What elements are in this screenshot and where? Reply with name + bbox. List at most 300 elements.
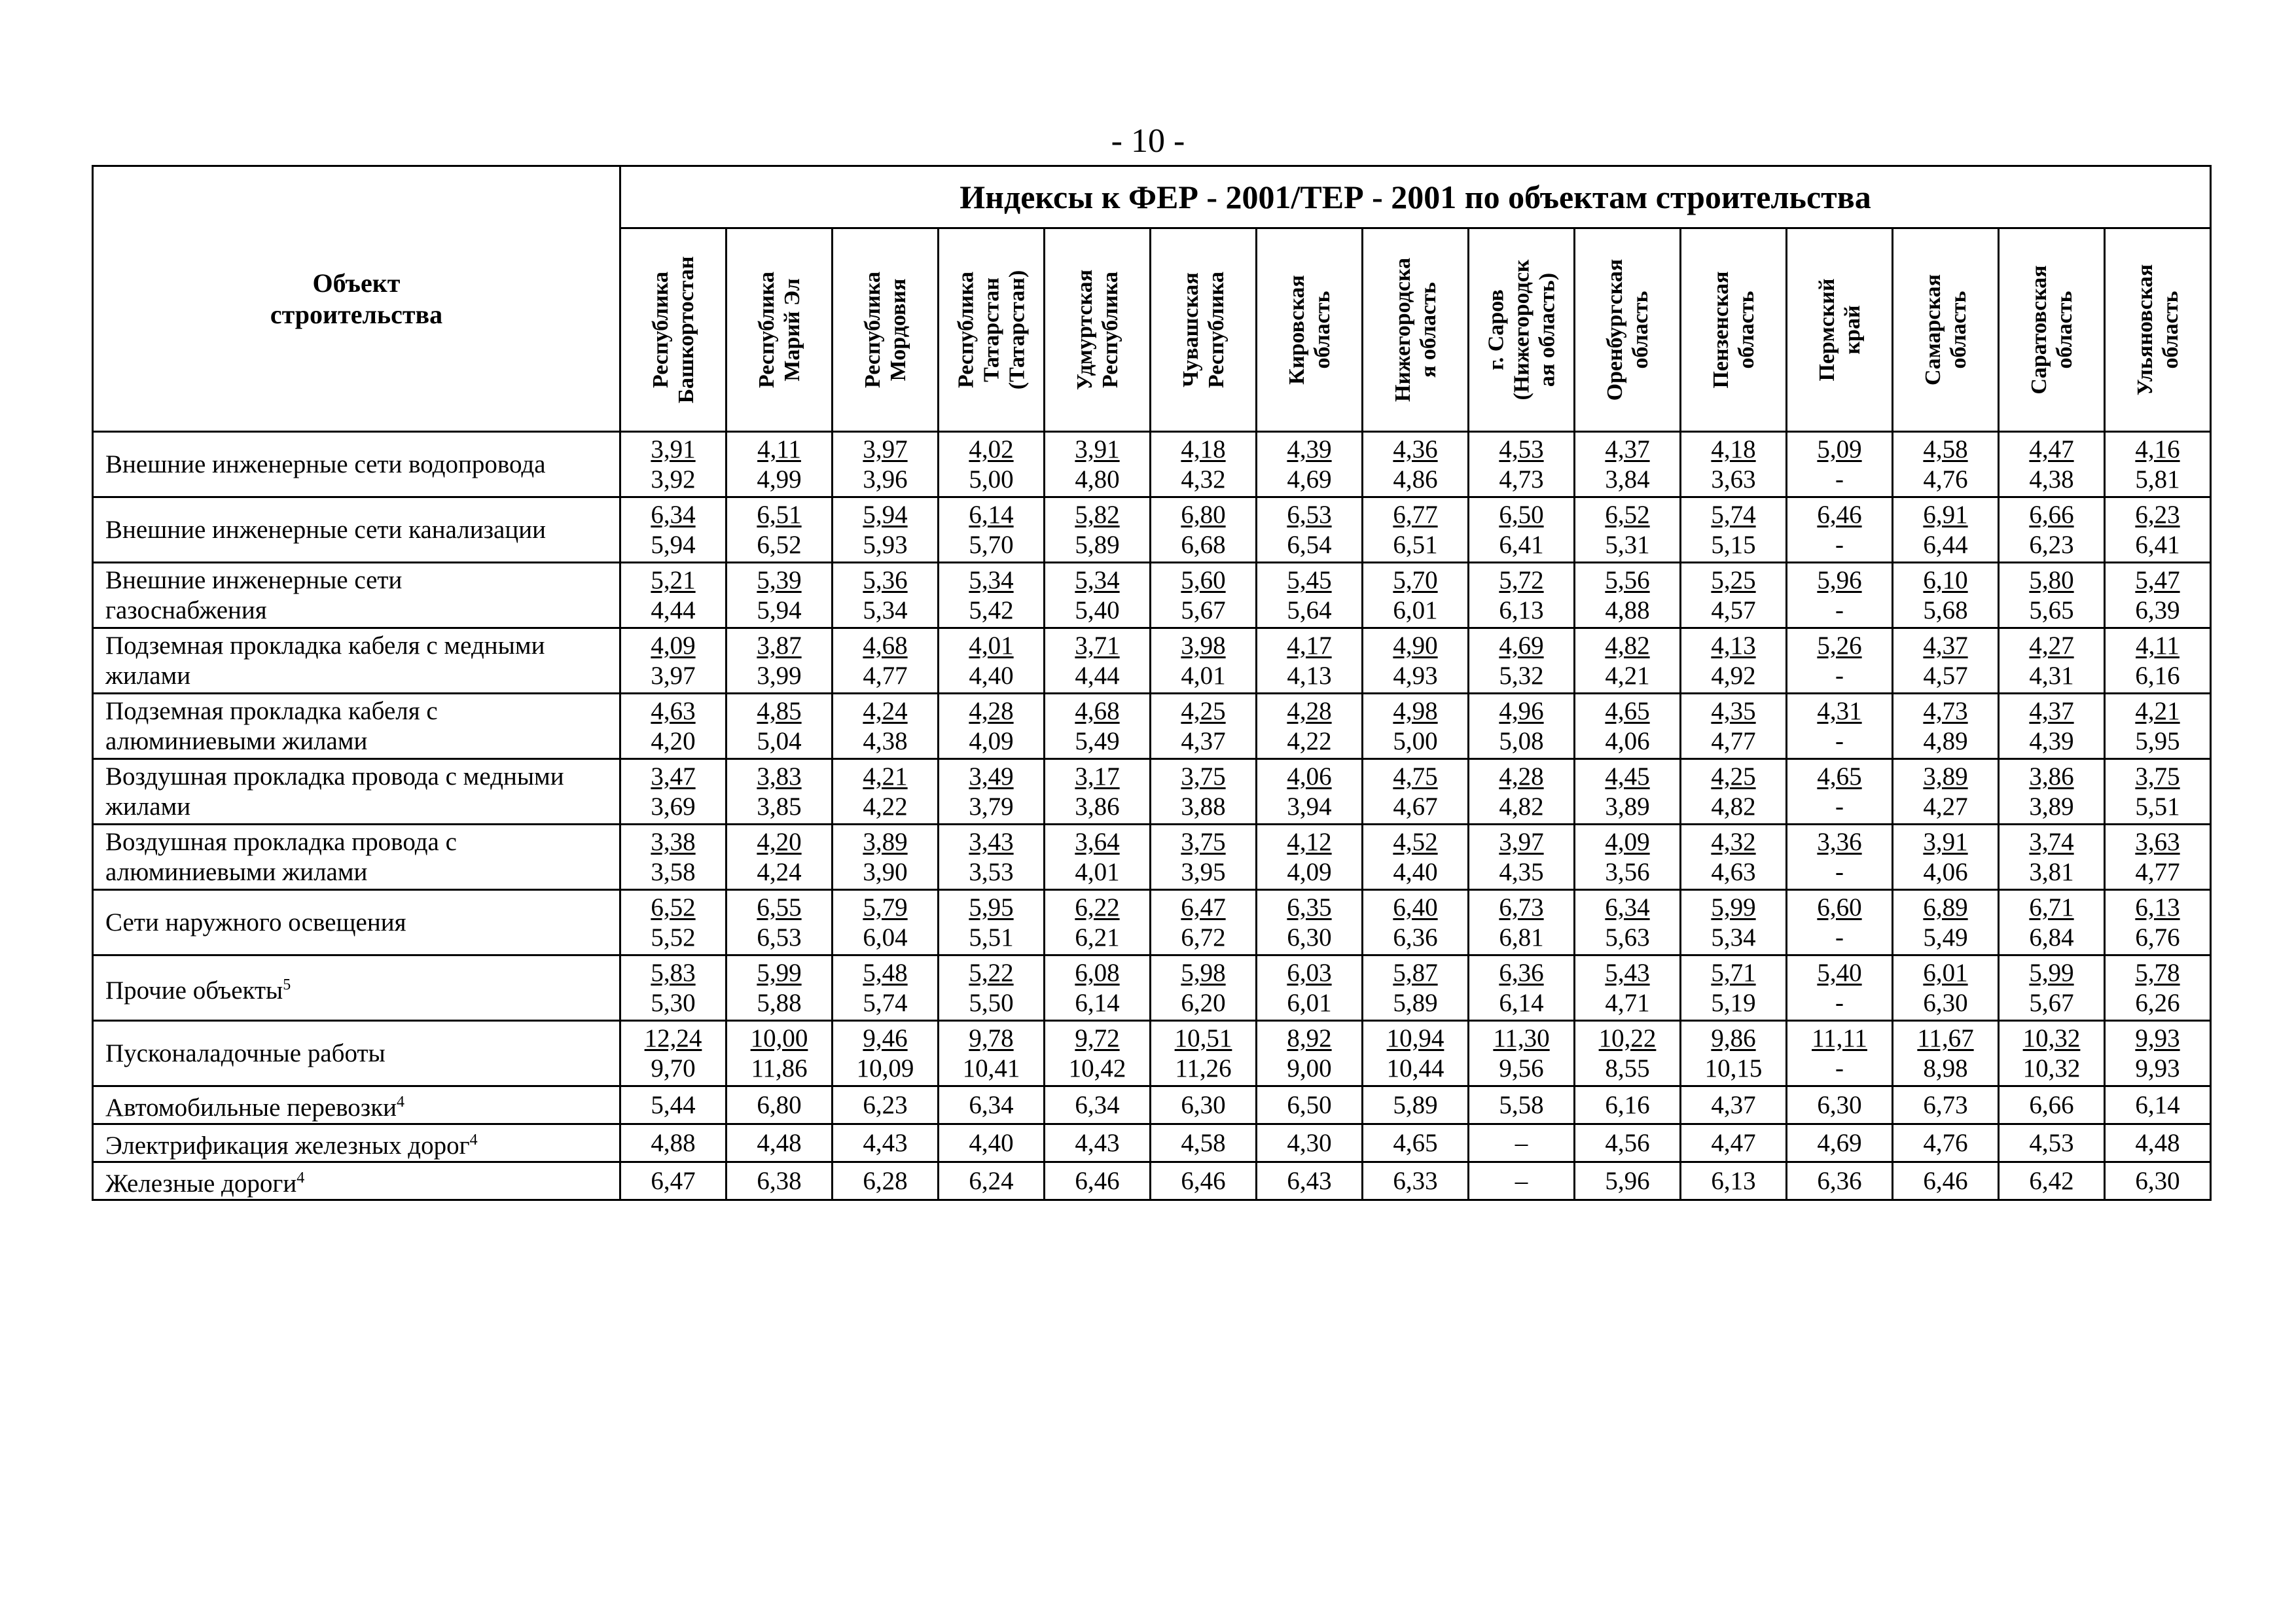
index-value-ter: 4,57	[1711, 596, 1756, 624]
index-value-fer: 9,72	[1075, 1024, 1120, 1052]
value-cell	[726, 1124, 833, 1162]
index-value-ter: 11,26	[1175, 1054, 1232, 1082]
index-value-ter: 5,89	[1075, 530, 1120, 559]
table-row	[93, 694, 2211, 759]
table-row	[93, 1086, 2211, 1124]
index-value-ter: 4,06	[1605, 726, 1650, 755]
index-value-ter: 4,37	[1181, 726, 1226, 755]
index-value-ter: 5,94	[651, 530, 696, 559]
object-name: Воздушная прокладка провода с алюминиевыми жилами	[105, 827, 457, 886]
value-cell	[1681, 955, 1787, 1021]
index-value-fer: 4,31	[1817, 696, 1862, 725]
index-value-ter: 10,15	[1704, 1054, 1763, 1082]
value-cell	[833, 628, 939, 694]
value-cell	[1045, 759, 1151, 825]
region-header	[1045, 228, 1151, 432]
index-value-fer: 4,96	[1499, 696, 1544, 725]
index-value-fer: 4,65	[1817, 762, 1862, 791]
index-value-fer: 4,17	[1287, 631, 1332, 660]
index-value-ter: 3,97	[651, 661, 696, 690]
value-cell	[1787, 955, 1893, 1021]
index-value-fer: 6,23	[2135, 500, 2180, 529]
index-value-ter: 6,53	[757, 923, 802, 952]
value-cell	[939, 955, 1045, 1021]
index-value-ter: 3,79	[969, 792, 1014, 821]
index-value-ter: 4,09	[969, 726, 1014, 755]
index-value-fer: 3,49	[969, 762, 1014, 791]
value-cell	[1999, 1162, 2105, 1200]
index-value-ter: -	[1835, 988, 1844, 1017]
object-name-cell	[93, 1124, 620, 1162]
value-cell	[1681, 1162, 1787, 1200]
object-name: Автомобильные перевозки	[105, 1094, 397, 1122]
index-value: 6,42	[2029, 1166, 2074, 1195]
index-value-ter: 6,84	[2029, 923, 2074, 952]
index-value-fer: 4,47	[2029, 435, 2074, 463]
value-cell	[1151, 1021, 1257, 1086]
value-cell	[1999, 955, 2105, 1021]
index-value: 6,43	[1287, 1166, 1332, 1195]
index-value-ter: 6,72	[1181, 923, 1226, 952]
index-value-fer: 4,75	[1393, 762, 1438, 791]
value-cell	[939, 563, 1045, 628]
index-value-fer: 6,34	[1605, 893, 1650, 921]
index-value: 6,33	[1393, 1166, 1438, 1195]
value-cell	[620, 1086, 726, 1124]
indices-table	[92, 165, 2212, 1201]
value-cell	[1469, 628, 1575, 694]
index-value: 4,88	[651, 1128, 696, 1157]
index-value-fer: 5,82	[1075, 500, 1120, 529]
index-value-ter: 4,89	[1923, 726, 1968, 755]
value-cell	[1893, 955, 1999, 1021]
index-value-ter: 4,67	[1393, 792, 1438, 821]
index-value: 4,58	[1181, 1128, 1226, 1157]
footnote-marker: 4	[397, 1094, 405, 1111]
index-value-fer: 5,87	[1393, 958, 1438, 987]
index-value-ter: 4,73	[1499, 465, 1544, 493]
index-value-ter: 10,32	[2022, 1054, 2081, 1082]
index-value-ter: 6,52	[757, 530, 802, 559]
value-cell	[939, 1162, 1045, 1200]
index-value-ter: 5,95	[2135, 726, 2180, 755]
value-cell	[1045, 432, 1151, 497]
value-cell	[1575, 628, 1681, 694]
index-value-ter: 9,93	[2135, 1054, 2180, 1082]
index-value-ter: 4,22	[1287, 726, 1332, 755]
index-value-fer: 8,92	[1287, 1024, 1332, 1052]
value-cell	[1363, 955, 1469, 1021]
index-value-ter: -	[1835, 530, 1844, 559]
value-cell	[726, 563, 833, 628]
table-row	[93, 825, 2211, 890]
index-value-ter: 5,49	[1075, 726, 1120, 755]
value-cell	[1999, 497, 2105, 563]
index-value-fer: 4,85	[757, 696, 802, 725]
region-label: Республика Башкортостан	[648, 256, 698, 404]
value-cell	[1787, 1162, 1893, 1200]
index-value-ter: 5,19	[1711, 988, 1756, 1017]
index-value-ter: 3,94	[1287, 792, 1332, 821]
value-cell	[726, 628, 833, 694]
value-cell	[1787, 694, 1893, 759]
index-value-fer: 4,11	[2136, 631, 2179, 660]
index-value: 4,56	[1605, 1128, 1650, 1157]
region-header	[1787, 228, 1893, 432]
value-cell	[1787, 890, 1893, 955]
index-value-fer: 4,12	[1287, 827, 1332, 856]
value-cell	[1363, 694, 1469, 759]
index-value-ter: 4,63	[1711, 857, 1756, 886]
value-cell	[1787, 1124, 1893, 1162]
object-name: Сети наружного освещения	[105, 908, 406, 936]
index-value-fer: 3,71	[1075, 631, 1120, 660]
index-value-fer: 10,51	[1174, 1024, 1232, 1052]
index-value-fer: 4,68	[863, 631, 908, 660]
value-cell	[1045, 955, 1151, 1021]
index-value-ter: -	[1835, 792, 1844, 821]
index-value-fer: 4,45	[1605, 762, 1650, 791]
index-value-ter: 5,74	[863, 988, 908, 1017]
value-cell	[1469, 1162, 1575, 1200]
index-value: 5,89	[1393, 1090, 1438, 1119]
region-header	[939, 228, 1045, 432]
index-value-fer: 10,22	[1598, 1024, 1657, 1052]
table-row	[93, 759, 2211, 825]
region-label: Нижегородска я область	[1390, 257, 1441, 402]
value-cell	[2105, 432, 2211, 497]
value-cell	[620, 1021, 726, 1086]
index-value-fer: 3,91	[1075, 435, 1120, 463]
index-value-ter: 3,95	[1181, 857, 1226, 886]
value-cell	[620, 955, 726, 1021]
value-cell	[2105, 890, 2211, 955]
value-cell	[833, 1124, 939, 1162]
value-cell	[726, 1162, 833, 1200]
index-value-ter: 6,36	[1393, 923, 1438, 952]
index-value-ter: -	[1835, 1054, 1844, 1082]
table-row	[93, 432, 2211, 497]
index-value-ter: 4,21	[1605, 661, 1650, 690]
region-header	[726, 228, 833, 432]
index-value-ter: 5,15	[1711, 530, 1756, 559]
table-row	[93, 563, 2211, 628]
index-value: 5,58	[1499, 1090, 1544, 1119]
value-cell	[1363, 890, 1469, 955]
index-value-fer: 6,73	[1499, 893, 1544, 921]
index-value: 6,38	[757, 1166, 802, 1195]
index-value-ter: 4,27	[1923, 792, 1968, 821]
index-value-ter: 4,77	[863, 661, 908, 690]
index-value-fer: 6,01	[1923, 958, 1968, 987]
index-value-ter: 4,76	[1923, 465, 1968, 493]
index-value-ter: 9,56	[1499, 1054, 1544, 1082]
index-value-fer: 4,28	[1287, 696, 1332, 725]
index-value-fer: 10,32	[2022, 1024, 2081, 1052]
index-value-ter: 5,89	[1393, 988, 1438, 1017]
index-value-ter: 3,96	[863, 465, 908, 493]
index-value-ter: 4,88	[1605, 596, 1650, 624]
index-value: 6,46	[1923, 1166, 1968, 1195]
index-value-fer: 3,87	[757, 631, 802, 660]
value-cell	[2105, 1124, 2211, 1162]
value-cell	[1575, 955, 1681, 1021]
index-value-ter: 6,39	[2135, 596, 2180, 624]
index-value-ter: 6,76	[2135, 923, 2180, 952]
value-cell	[1257, 890, 1363, 955]
value-cell	[1681, 759, 1787, 825]
index-value: –	[1515, 1128, 1528, 1157]
index-value-ter: 4,40	[969, 661, 1014, 690]
index-value: 6,23	[863, 1090, 908, 1119]
index-value-fer: 4,37	[2029, 696, 2074, 725]
index-value-ter: 4,71	[1605, 988, 1650, 1017]
value-cell	[2105, 955, 2211, 1021]
value-cell	[833, 1021, 939, 1086]
value-cell	[1787, 825, 1893, 890]
value-cell	[939, 759, 1045, 825]
index-value-ter: 4,82	[1711, 792, 1756, 821]
region-label: Оренбургская область	[1602, 259, 1653, 401]
value-cell	[1151, 1124, 1257, 1162]
index-value-fer: 4,11	[757, 435, 801, 463]
index-value-ter: 4,44	[651, 596, 696, 624]
footnote-marker: 5	[283, 976, 291, 993]
index-value-fer: 10,94	[1386, 1024, 1444, 1052]
index-value-fer: 4,02	[969, 435, 1014, 463]
region-label: Удмуртская Республика	[1072, 269, 1122, 391]
value-cell	[1469, 563, 1575, 628]
value-cell	[1893, 1124, 1999, 1162]
index-value: 5,44	[651, 1090, 696, 1119]
index-value-ter: 5,93	[863, 530, 908, 559]
value-cell	[1575, 890, 1681, 955]
index-value-ter: 5,81	[2135, 465, 2180, 493]
index-value-fer: 6,53	[1287, 500, 1332, 529]
index-value-fer: 6,60	[1817, 893, 1862, 921]
index-value-fer: 6,52	[651, 893, 696, 921]
page-number: - 10 -	[1111, 122, 1185, 160]
index-value-fer: 6,50	[1499, 500, 1544, 529]
index-value-ter: 5,65	[2029, 596, 2074, 624]
index-value-ter: 9,00	[1287, 1054, 1332, 1082]
value-cell	[1575, 497, 1681, 563]
value-cell	[620, 432, 726, 497]
index-value-fer: 5,78	[2135, 958, 2180, 987]
index-value-ter: 4,92	[1711, 661, 1756, 690]
index-value-fer: 4,21	[2135, 696, 2180, 725]
value-cell	[1469, 1124, 1575, 1162]
value-cell	[1469, 825, 1575, 890]
value-cell	[1151, 432, 1257, 497]
index-value-fer: 4,53	[1499, 435, 1544, 463]
index-value-ter: 5,00	[969, 465, 1014, 493]
index-value-ter: 3,90	[863, 857, 908, 886]
value-cell	[833, 563, 939, 628]
region-header	[1893, 228, 1999, 432]
index-value: 5,96	[1605, 1166, 1650, 1195]
index-value-ter: 5,67	[2029, 988, 2074, 1017]
region-label: Пермский край	[1814, 278, 1865, 382]
table-row	[93, 497, 2211, 563]
value-cell	[2105, 628, 2211, 694]
index-value-fer: 9,93	[2135, 1024, 2180, 1052]
value-cell	[1575, 759, 1681, 825]
index-value-ter: 3,81	[2029, 857, 2074, 886]
index-value-ter: 3,92	[651, 465, 696, 493]
value-cell	[1045, 497, 1151, 563]
index-value-fer: 4,82	[1605, 631, 1650, 660]
value-cell	[620, 628, 726, 694]
index-value: 6,30	[2135, 1166, 2180, 1195]
value-cell	[939, 1124, 1045, 1162]
index-value-ter: -	[1835, 661, 1844, 690]
index-value-ter: 4,69	[1287, 465, 1332, 493]
index-value-ter: 3,63	[1711, 465, 1756, 493]
index-value-ter: 3,89	[2029, 792, 2074, 821]
value-cell	[1363, 1086, 1469, 1124]
value-cell	[726, 955, 833, 1021]
index-value-fer: 4,25	[1181, 696, 1226, 725]
index-value-ter: 10,44	[1386, 1054, 1444, 1082]
index-value-ter: 6,13	[1499, 596, 1544, 624]
index-value: 4,43	[863, 1128, 908, 1157]
index-value-fer: 4,65	[1605, 696, 1650, 725]
index-value-ter: -	[1835, 465, 1844, 493]
index-value-fer: 5,70	[1393, 565, 1438, 594]
index-value-ter: 5,88	[757, 988, 802, 1017]
index-value-ter: 4,82	[1499, 792, 1544, 821]
index-value-ter: 4,38	[2029, 465, 2074, 493]
object-name-cell	[93, 759, 620, 825]
index-value: –	[1515, 1166, 1528, 1195]
object-name-cell	[93, 563, 620, 628]
index-value: 4,30	[1287, 1128, 1332, 1157]
index-value-ter: 3,58	[651, 857, 696, 886]
index-value: 4,40	[969, 1128, 1014, 1157]
value-cell	[1469, 497, 1575, 563]
value-cell	[1469, 759, 1575, 825]
region-label: г. Саров (Нижегородск ая область)	[1483, 259, 1560, 401]
index-value-fer: 3,83	[757, 762, 802, 791]
index-value-fer: 3,97	[1499, 827, 1544, 856]
value-cell	[726, 1086, 833, 1124]
value-cell	[1575, 694, 1681, 759]
index-value-fer: 5,09	[1817, 435, 1862, 463]
index-value-ter: 6,01	[1393, 596, 1438, 624]
value-cell	[1787, 759, 1893, 825]
value-cell	[1681, 432, 1787, 497]
index-value-ter: 5,51	[2135, 792, 2180, 821]
index-value-ter: 4,13	[1287, 661, 1332, 690]
index-value-fer: 3,75	[1181, 827, 1226, 856]
value-cell	[1681, 563, 1787, 628]
index-value: 6,50	[1287, 1090, 1332, 1119]
index-value-fer: 5,80	[2029, 565, 2074, 594]
value-cell	[1999, 563, 2105, 628]
value-cell	[2105, 497, 2211, 563]
index-value-ter: 3,86	[1075, 792, 1120, 821]
value-cell	[620, 1124, 726, 1162]
value-cell	[833, 497, 939, 563]
index-value-ter: 4,93	[1393, 661, 1438, 690]
object-name: Прочие объекты	[105, 976, 283, 1005]
value-cell	[833, 432, 939, 497]
index-value-fer: 5,39	[757, 565, 802, 594]
region-label: Самарская область	[1920, 274, 1971, 385]
index-value-ter: 4,09	[1287, 857, 1332, 886]
index-value-fer: 6,71	[2029, 893, 2074, 921]
index-value-ter: 5,70	[969, 530, 1014, 559]
value-cell	[1151, 1162, 1257, 1200]
index-value-ter: 4,77	[2135, 857, 2180, 886]
index-value-ter: 6,81	[1499, 923, 1544, 952]
index-value-ter: 4,06	[1923, 857, 1968, 886]
index-value-fer: 5,47	[2135, 565, 2180, 594]
value-cell	[1363, 1162, 1469, 1200]
index-value-fer: 4,18	[1181, 435, 1226, 463]
index-value-fer: 4,18	[1711, 435, 1756, 463]
index-value-ter: 6,16	[2135, 661, 2180, 690]
region-label: Чувашская Республика	[1178, 272, 1229, 388]
index-value-fer: 3,47	[651, 762, 696, 791]
index-value-ter: 5,31	[1605, 530, 1650, 559]
object-name-cell	[93, 694, 620, 759]
object-name: Электрификация железных дорог	[105, 1132, 470, 1160]
index-value-ter: 5,08	[1499, 726, 1544, 755]
value-cell	[1151, 759, 1257, 825]
value-cell	[1893, 759, 1999, 825]
index-value-fer: 5,34	[1075, 565, 1120, 594]
value-cell	[1469, 955, 1575, 1021]
index-value-ter: 4,01	[1181, 661, 1226, 690]
index-value-fer: 5,99	[2029, 958, 2074, 987]
value-cell	[1999, 825, 2105, 890]
index-value-fer: 3,75	[1181, 762, 1226, 791]
index-value-fer: 4,09	[1605, 827, 1650, 856]
index-value-ter: 4,31	[2029, 661, 2074, 690]
index-value-fer: 4,39	[1287, 435, 1332, 463]
index-value-ter: 5,68	[1923, 596, 1968, 624]
index-value-fer: 6,80	[1181, 500, 1226, 529]
footnote-marker: 4	[469, 1132, 478, 1149]
region-label: Кировская область	[1284, 275, 1335, 385]
value-cell	[726, 694, 833, 759]
value-cell	[1787, 563, 1893, 628]
index-value-fer: 5,94	[863, 500, 908, 529]
value-cell	[939, 825, 1045, 890]
index-value-ter: 4,44	[1075, 661, 1120, 690]
value-cell	[2105, 694, 2211, 759]
index-value: 6,16	[1605, 1090, 1650, 1119]
value-cell	[833, 890, 939, 955]
region-header	[1469, 228, 1575, 432]
value-cell	[1045, 1086, 1151, 1124]
index-value-fer: 3,43	[969, 827, 1014, 856]
value-cell	[620, 1162, 726, 1200]
index-value: 6,46	[1075, 1166, 1120, 1195]
value-cell	[1363, 759, 1469, 825]
value-cell	[620, 694, 726, 759]
value-cell	[1045, 563, 1151, 628]
index-value-ter: 6,21	[1075, 923, 1120, 952]
index-value-ter: 3,69	[651, 792, 696, 821]
index-value-ter: 5,40	[1075, 596, 1120, 624]
value-cell	[1787, 432, 1893, 497]
index-value-ter: 10,09	[856, 1054, 914, 1082]
value-cell	[939, 890, 1045, 955]
index-value-ter: 6,14	[1075, 988, 1120, 1017]
